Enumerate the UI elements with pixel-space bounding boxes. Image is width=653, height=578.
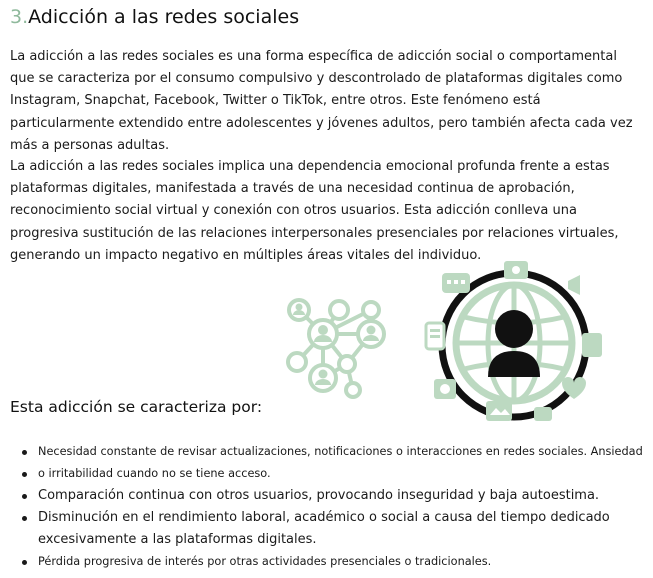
- user-network-icon: [283, 292, 393, 402]
- section-title: [10, 6, 299, 28]
- list-item: Necesidad constante de revisar actualizaciones, notificaciones o interacciones en redes sociales. Ansiedad: [20, 441, 645, 463]
- section-number: 3.: [10, 6, 29, 28]
- list-item: Disminución en el rendimiento laboral, académico o social a causa del tiempo dedicado excesivamente a las plataformas digitales.: [20, 507, 645, 551]
- list-item: Pérdida progresiva de interés por otras actividades presenciales o tradicionales.: [20, 551, 645, 573]
- list-item: Comparación continua con otros usuarios, provocando inseguridad y baja autoestima.: [20, 485, 645, 507]
- characteristics-heading: Esta adicción se caracteriza por:: [10, 398, 263, 416]
- section-title-text: Adicción a las redes sociales: [28, 6, 300, 28]
- paragraph-dependence: La adicción a las redes sociales implica una dependencia emocional profunda frente a estas plataformas digitales, manifestada a través de una necesidad continua de aprobación, reconocimiento social virtual y conexión con otros usuarios. Esta adicción conlleva una progresiva sustitución de las relaciones interpersonales presenciales por relaciones virtuales, generando un impacto negativo en múltiples áreas vitales del individuo.: [10, 159, 619, 263]
- global-social-media-icon: [422, 259, 606, 427]
- list-item: o irritabilidad cuando no se tiene acceso.: [20, 463, 645, 485]
- characteristics-list: [20, 441, 645, 573]
- paragraph-intro: La adicción a las redes sociales es una forma específica de adicción social o comportamental que se caracteriza por el consumo compulsivo y descontrolado de plataformas digitales como Instagram, Snapchat, Facebook, Twitter o TikTok, entre otros. Este fenómeno está particularmente extendido entre adolescentes y jóvenes adultos, pero también afecta cada vez más a personas adultas.: [10, 49, 633, 153]
